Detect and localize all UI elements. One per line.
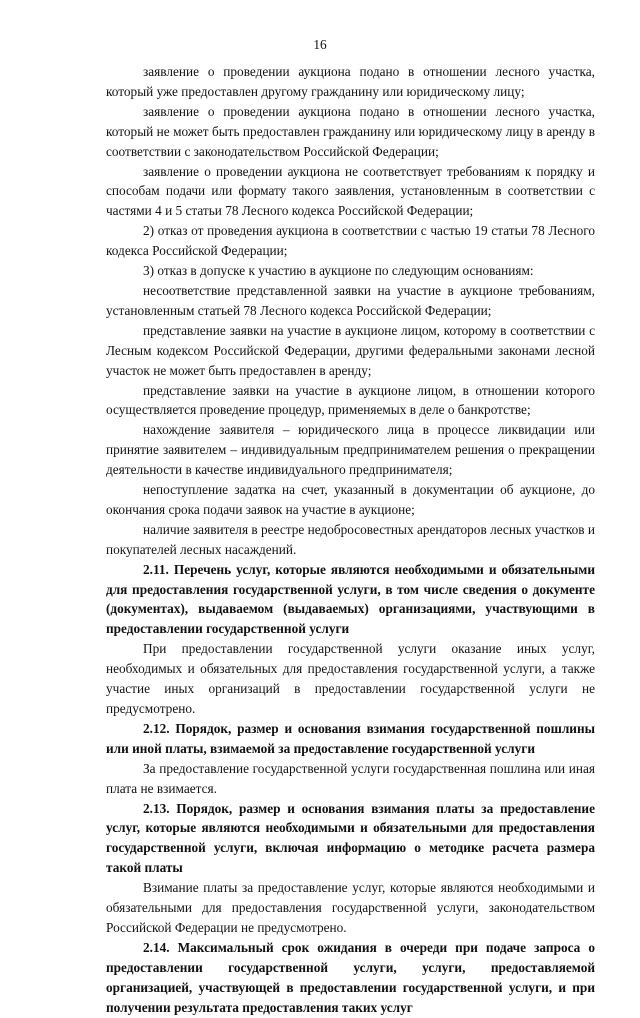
section-text-2-12: За предоставление государственной услуги государственная пошлина или иная плата не взимается. [106, 760, 595, 796]
document-body [106, 62, 595, 1018]
paragraph: представление заявки на участие в аукционе лицом, в отношении которого осуществляется проведение процедур, применяемых в деле о банкротстве; [106, 382, 595, 418]
paragraph: наличие заявителя в реестре недобросовестных арендаторов лесных участков и покупателей лесных насаждений. [106, 521, 595, 557]
section-text-2-13: Взимание платы за предоставление услуг, которые являются необходимыми и обязательными для предоставления государственной услуги, законодательством Российской Федерации не предусмотрено. [106, 880, 595, 935]
paragraph: заявление о проведении аукциона подано в отношении лесного участка, который уже предоставлен другому гражданину или юридическому лицу; [106, 64, 595, 99]
paragraph: 2) отказ от проведения аукциона в соответствии с частью 19 статьи 78 Лесного кодекса Российской Федерации; [106, 223, 595, 259]
section-text-2-11: При предоставлении государственной услуги оказание иных услуг, необходимых и обязательных для предоставления государственной услуги, а также участие иных организаций в предоставлении государственной услуги не предусмотрено. [106, 641, 595, 716]
page-number: 16 [313, 37, 327, 52]
paragraph: представление заявки на участие в аукционе лицом, которому в соответствии с Лесным кодексом Российской Федерации, другими федеральными законами лесной участок не может быть предоставлен в аренду; [106, 322, 595, 378]
section-heading-2-11: 2.11. Перечень услуг, которые являются необходимыми и обязательными для предоставления государственной услуги, в том числе сведения о документе (документах), выдаваемом (выдаваемых) организациями, участвующими в предоставлении государственной услуги [106, 561, 595, 637]
paragraph: нахождение заявителя – юридического лица в процессе ликвидации или принятие заявителем – индивидуальным предпринимателем решения о прекращении деятельности в качестве индивидуального предпринимателя; [106, 422, 595, 478]
section-heading-2-12: 2.12. Порядок, размер и основания взимания государственной пошлины или иной платы, взимаемой за предоставление государственной услуги [106, 720, 595, 756]
section-heading-2-13: 2.13. Порядок, размер и основания взимания платы за предоставление услуг, которые являются необходимыми и обязательными для предоставления государственной услуги, включая информацию о методике расчета размера такой платы [106, 800, 595, 876]
paragraph: заявление о проведении аукциона не соответствует требованиям к порядку и способам подачи или формату такого заявления, установленным в соответствии с частями 4 и 5 статьи 78 Лесного кодекса Российской Федерации; [106, 163, 595, 219]
paragraph: 3) отказ в допуске к участию в аукционе по следующим основаниям: [143, 263, 534, 279]
paragraph: непоступление задатка на счет, указанный в документации об аукционе, до окончания срока подачи заявок на участие в аукционе; [106, 482, 595, 517]
paragraph: несоответствие представленной заявки на участие в аукционе требованиям, установленным статьей 78 Лесного кодекса Российской Федерации; [106, 282, 595, 318]
paragraph: заявление о проведении аукциона подано в отношении лесного участка, который не может быть предоставлен гражданину или юридическому лицу в аренду в соответствии с законодательством Российской Федерации; [106, 103, 595, 159]
section-heading-2-14: 2.14. Максимальный срок ожидания в очереди при подаче запроса о предоставлении государственной услуги, услуги, предоставляемой организацией, участвующей в предоставлении государственной услуги, и при получении результата предоставления таких услуг [106, 939, 595, 1015]
